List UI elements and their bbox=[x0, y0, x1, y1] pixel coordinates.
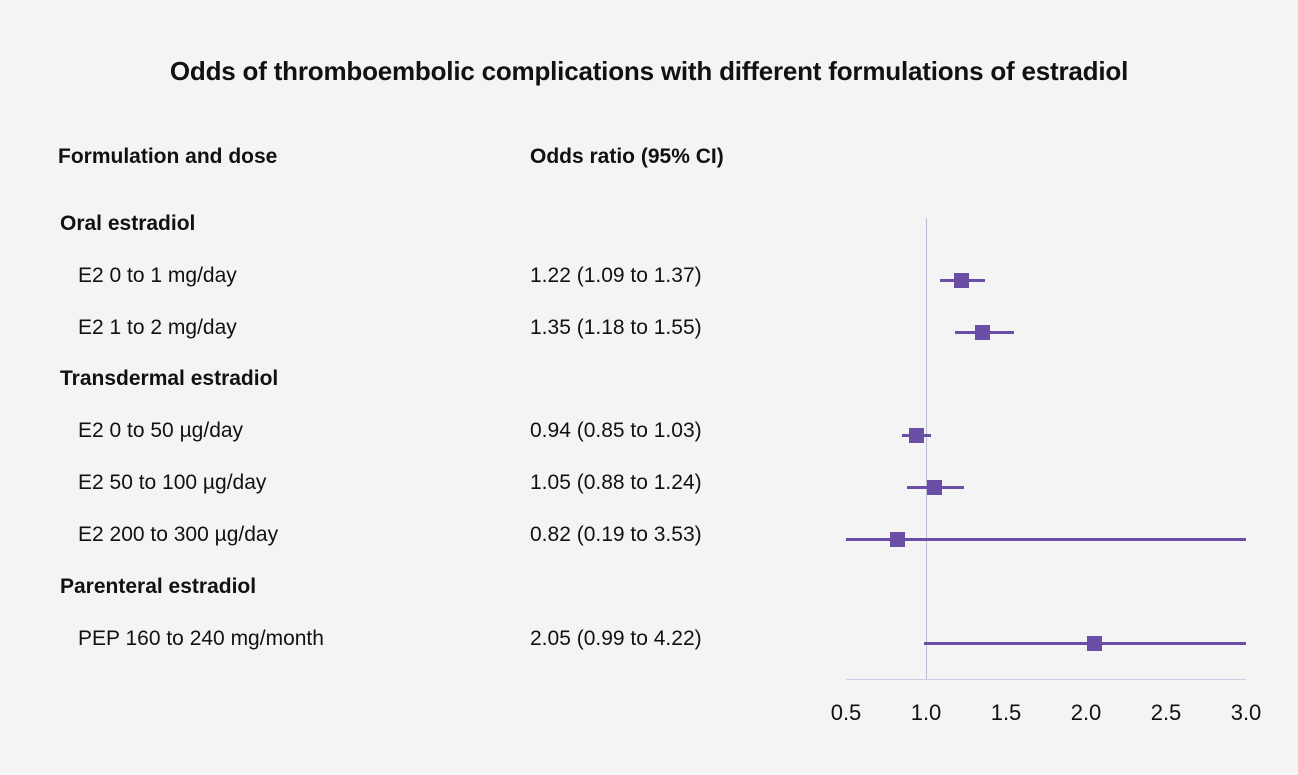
x-tick-label: 3.0 bbox=[1230, 700, 1262, 725]
group-label-parenteral: Parenteral estradiol bbox=[60, 575, 257, 598]
row-label-e2-0-1mg: E2 0 to 1 mg/day bbox=[78, 264, 237, 287]
point-estimate-marker bbox=[1087, 636, 1102, 651]
reference-line bbox=[926, 218, 927, 680]
point-estimate-marker bbox=[927, 480, 942, 495]
row-label-pep-160-240mg: PEP 160 to 240 mg/month bbox=[78, 627, 324, 650]
x-axis-line bbox=[846, 679, 1246, 680]
x-tick-label: 1.5 bbox=[990, 700, 1022, 725]
confidence-interval-bar bbox=[846, 538, 1246, 541]
row-value-e2-50-100ug: 1.05 (0.88 to 1.24) bbox=[530, 471, 702, 494]
row-value-e2-200-300ug: 0.82 (0.19 to 3.53) bbox=[530, 523, 702, 546]
point-estimate-marker bbox=[975, 325, 990, 340]
row-label-e2-0-50ug: E2 0 to 50 µg/day bbox=[78, 419, 244, 442]
chart-title: Odds of thromboembolic complications with different formulations of estradiol bbox=[169, 56, 1129, 86]
x-axis-tick-labels bbox=[830, 700, 1262, 740]
row-value-e2-0-1mg: 1.22 (1.09 to 1.37) bbox=[530, 264, 702, 287]
x-tick-label: 0.5 bbox=[830, 700, 862, 725]
point-estimate-marker bbox=[909, 428, 924, 443]
confidence-interval-bar bbox=[924, 642, 1246, 645]
row-value-e2-0-50ug: 0.94 (0.85 to 1.03) bbox=[530, 419, 702, 442]
row-label-e2-1-2mg: E2 1 to 2 mg/day bbox=[78, 316, 237, 339]
plot-area bbox=[846, 210, 1246, 680]
x-tick-label: 2.5 bbox=[1150, 700, 1182, 725]
x-tick-label: 1.0 bbox=[910, 700, 942, 725]
x-tick-label: 2.0 bbox=[1070, 700, 1102, 725]
column-header-formulation: Formulation and dose bbox=[58, 145, 278, 168]
group-label-transdermal: Transdermal estradiol bbox=[60, 367, 279, 390]
point-estimate-marker bbox=[890, 532, 905, 547]
row-label-e2-50-100ug: E2 50 to 100 µg/day bbox=[78, 471, 267, 494]
row-label-e2-200-300ug: E2 200 to 300 µg/day bbox=[78, 523, 279, 546]
row-value-e2-1-2mg: 1.35 (1.18 to 1.55) bbox=[530, 316, 702, 339]
group-label-oral: Oral estradiol bbox=[60, 212, 196, 235]
column-header-odds-ratio: Odds ratio (95% CI) bbox=[530, 145, 724, 168]
point-estimate-marker bbox=[954, 273, 969, 288]
row-value-pep-160-240mg: 2.05 (0.99 to 4.22) bbox=[530, 627, 702, 650]
